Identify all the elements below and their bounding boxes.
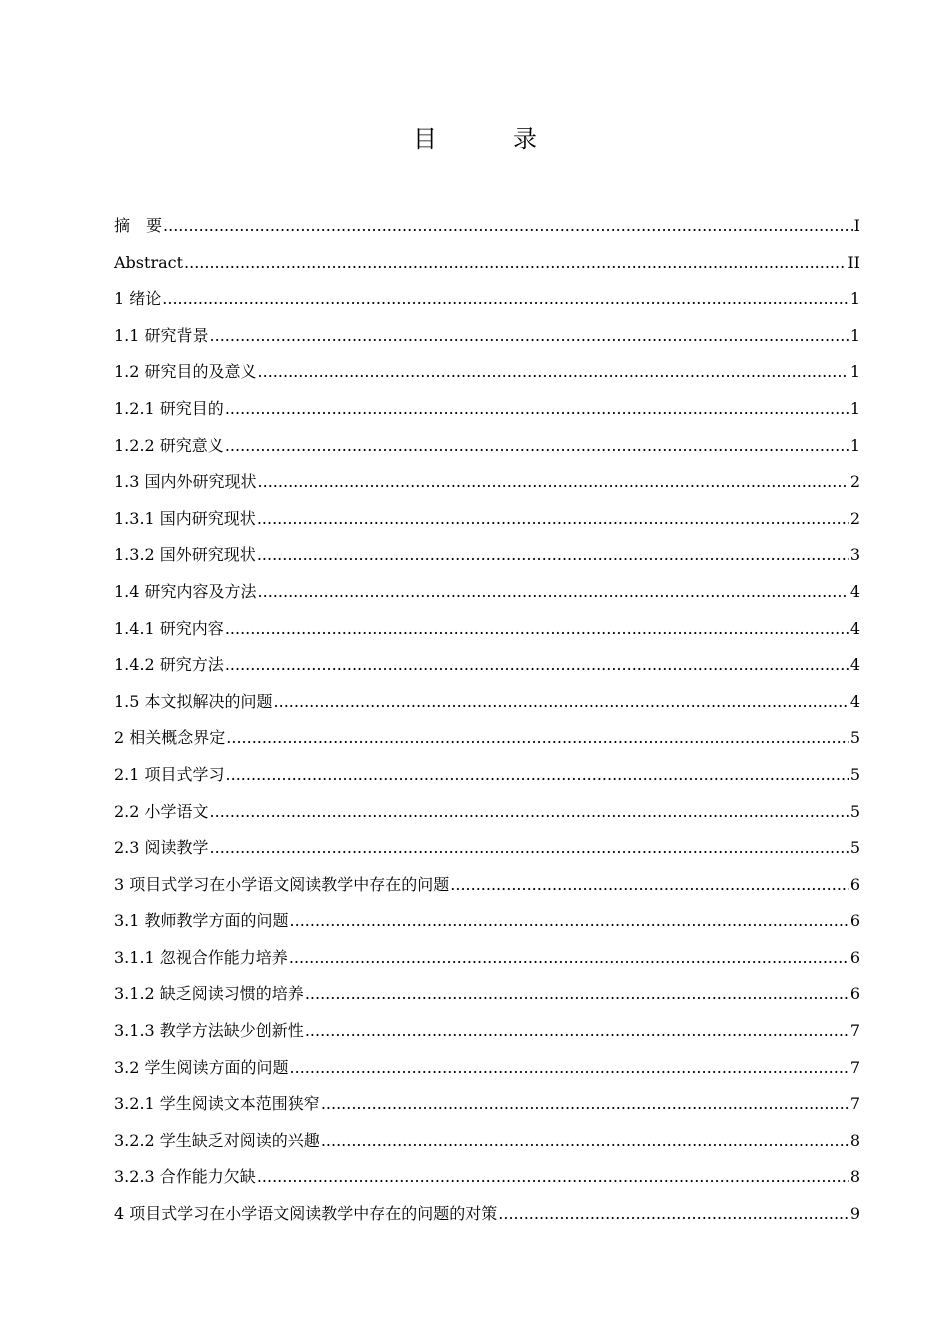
toc-entry-page-number: 5 bbox=[849, 764, 860, 784]
toc-entry-page-number: 7 bbox=[849, 1094, 860, 1114]
toc-entry-page-number: 9 bbox=[849, 1204, 860, 1224]
toc-entry-page-number: 6 bbox=[849, 874, 860, 894]
toc-entry-page-number: 4 bbox=[849, 691, 860, 711]
toc-entry[interactable] bbox=[114, 208, 860, 245]
toc-entry[interactable] bbox=[114, 245, 860, 282]
toc-entry[interactable] bbox=[114, 1050, 860, 1087]
toc-entry[interactable] bbox=[114, 867, 860, 904]
toc-dot-leader bbox=[210, 830, 849, 867]
toc-entry-label: 3.2.3 合作能力欠缺 bbox=[114, 1167, 256, 1187]
toc-entry[interactable] bbox=[114, 903, 860, 940]
toc-dot-leader bbox=[290, 1050, 849, 1087]
toc-entry-page-number: 4 bbox=[849, 618, 860, 638]
toc-entry-label: 3.1 教师教学方面的问题 bbox=[114, 911, 289, 931]
toc-entry-label: 摘 要 bbox=[114, 216, 163, 235]
toc-entry-page-number: 6 bbox=[849, 947, 860, 967]
toc-entry-label: 1.2 研究目的及意义 bbox=[114, 362, 257, 382]
toc-entry-label: 1 绪论 bbox=[114, 289, 162, 309]
toc-entry-page-number: 7 bbox=[849, 1021, 860, 1041]
toc-dot-leader bbox=[225, 647, 849, 684]
toc-entry-label: 1.4.2 研究方法 bbox=[114, 655, 224, 675]
toc-entry-label: 1.5 本文拟解决的问题 bbox=[114, 691, 273, 711]
toc-entry-label: 1.4 研究内容及方法 bbox=[114, 581, 257, 601]
toc-entry-page-number: 1 bbox=[849, 398, 860, 418]
toc-dot-leader bbox=[305, 976, 849, 1013]
toc-dot-leader bbox=[289, 940, 849, 977]
page-title: 目 录 bbox=[413, 125, 563, 153]
toc-entry[interactable] bbox=[114, 794, 860, 831]
toc-entry[interactable] bbox=[114, 830, 860, 867]
toc-entry-page-number: 2 bbox=[849, 472, 860, 492]
toc-entry-page-number: 8 bbox=[849, 1130, 860, 1150]
toc-entry-page-number: 1 bbox=[849, 435, 860, 455]
toc-dot-leader bbox=[290, 903, 849, 940]
toc-entry-page-number: 4 bbox=[849, 655, 860, 675]
toc-entry[interactable] bbox=[114, 537, 860, 574]
toc-entry-page-number: 1 bbox=[849, 289, 860, 309]
toc-dot-leader bbox=[225, 391, 849, 428]
toc-entry[interactable] bbox=[114, 611, 860, 648]
toc-entry-label: 1.1 研究背景 bbox=[114, 325, 209, 345]
toc-entry-page-number: 4 bbox=[849, 581, 860, 601]
toc-dot-leader bbox=[257, 537, 849, 574]
toc-entry-page-number: 5 bbox=[849, 728, 860, 748]
toc-entry[interactable] bbox=[114, 574, 860, 611]
toc-entry-label: 2 相关概念界定 bbox=[114, 728, 226, 748]
toc-entry-label: 3.1.1 忽视合作能力培养 bbox=[114, 947, 288, 967]
toc-dot-leader bbox=[162, 281, 849, 318]
toc-entry-page-number: 6 bbox=[849, 911, 860, 931]
toc-entry-page-number: 3 bbox=[849, 545, 860, 565]
toc-entry[interactable] bbox=[114, 354, 860, 391]
toc-entry[interactable] bbox=[114, 318, 860, 355]
toc-entry[interactable] bbox=[114, 464, 860, 501]
toc-entry-page-number: 1 bbox=[849, 325, 860, 345]
toc-entry[interactable] bbox=[114, 1196, 860, 1233]
toc-dot-leader bbox=[258, 354, 849, 391]
toc-entry[interactable] bbox=[114, 757, 860, 794]
toc-entry[interactable] bbox=[114, 428, 860, 465]
toc-entry-label: 3.2.2 学生缺乏对阅读的兴趣 bbox=[114, 1130, 320, 1150]
toc-entry-label: 4 项目式学习在小学语文阅读教学中存在的问题的对策 bbox=[114, 1204, 498, 1224]
toc-entry[interactable] bbox=[114, 1013, 860, 1050]
toc-entry[interactable] bbox=[114, 647, 860, 684]
toc-dot-leader bbox=[210, 318, 849, 355]
toc-entry[interactable] bbox=[114, 501, 860, 538]
toc-entry[interactable] bbox=[114, 720, 860, 757]
toc-dot-leader bbox=[257, 1159, 849, 1196]
toc-dot-leader bbox=[226, 720, 849, 757]
toc-entry-label: 1.4.1 研究内容 bbox=[114, 618, 224, 638]
toc-dot-leader bbox=[257, 501, 849, 538]
toc-entry[interactable] bbox=[114, 940, 860, 977]
toc-dot-leader bbox=[258, 574, 849, 611]
toc-dot-leader bbox=[225, 428, 849, 465]
toc-dot-leader bbox=[226, 757, 849, 794]
toc-entry-label: 3 项目式学习在小学语文阅读教学中存在的问题 bbox=[114, 874, 450, 894]
toc-entry[interactable] bbox=[114, 1159, 860, 1196]
toc-entry-page-number: I bbox=[853, 216, 860, 235]
toc-entry-page-number: 7 bbox=[849, 1057, 860, 1077]
toc-dot-leader bbox=[184, 245, 846, 282]
toc-dot-leader bbox=[163, 208, 853, 245]
toc-dot-leader bbox=[321, 1086, 849, 1123]
toc-entry[interactable] bbox=[114, 1123, 860, 1160]
toc-dot-leader bbox=[274, 684, 849, 721]
toc-entry-page-number: 8 bbox=[849, 1167, 860, 1187]
toc-entry[interactable] bbox=[114, 976, 860, 1013]
toc-dot-leader bbox=[210, 794, 849, 831]
toc-entry-label: 3.1.3 教学方法缺少创新性 bbox=[114, 1021, 304, 1041]
toc-entry[interactable] bbox=[114, 1086, 860, 1123]
toc-entry[interactable] bbox=[114, 684, 860, 721]
table-of-contents bbox=[114, 208, 860, 1233]
toc-entry-label: 1.2.1 研究目的 bbox=[114, 398, 224, 418]
toc-entry-label: 1.3.2 国外研究现状 bbox=[114, 545, 256, 565]
toc-entry-page-number: 2 bbox=[849, 508, 860, 528]
toc-entry-page-number: II bbox=[847, 252, 860, 272]
toc-entry-label: Abstract bbox=[114, 252, 184, 272]
toc-entry-label: 3.2 学生阅读方面的问题 bbox=[114, 1057, 289, 1077]
toc-entry[interactable] bbox=[114, 391, 860, 428]
toc-entry-label: 3.1.2 缺乏阅读习惯的培养 bbox=[114, 984, 304, 1004]
toc-dot-leader bbox=[450, 867, 849, 904]
toc-dot-leader bbox=[305, 1013, 849, 1050]
toc-dot-leader bbox=[258, 464, 849, 501]
toc-entry-label: 2.3 阅读教学 bbox=[114, 838, 209, 858]
toc-dot-leader bbox=[225, 611, 849, 648]
toc-entry-label: 1.3.1 国内研究现状 bbox=[114, 508, 256, 528]
toc-entry-label: 1.2.2 研究意义 bbox=[114, 435, 224, 455]
toc-entry-page-number: 1 bbox=[849, 362, 860, 382]
toc-entry-label: 2.1 项目式学习 bbox=[114, 764, 225, 784]
toc-dot-leader bbox=[498, 1196, 849, 1233]
toc-dot-leader bbox=[321, 1123, 849, 1160]
toc-entry[interactable] bbox=[114, 281, 860, 318]
toc-entry-label: 1.3 国内外研究现状 bbox=[114, 472, 257, 492]
toc-entry-page-number: 6 bbox=[849, 984, 860, 1004]
toc-entry-page-number: 5 bbox=[849, 801, 860, 821]
toc-entry-label: 2.2 小学语文 bbox=[114, 801, 209, 821]
toc-entry-page-number: 5 bbox=[849, 838, 860, 858]
toc-entry-label: 3.2.1 学生阅读文本范围狭窄 bbox=[114, 1094, 320, 1114]
